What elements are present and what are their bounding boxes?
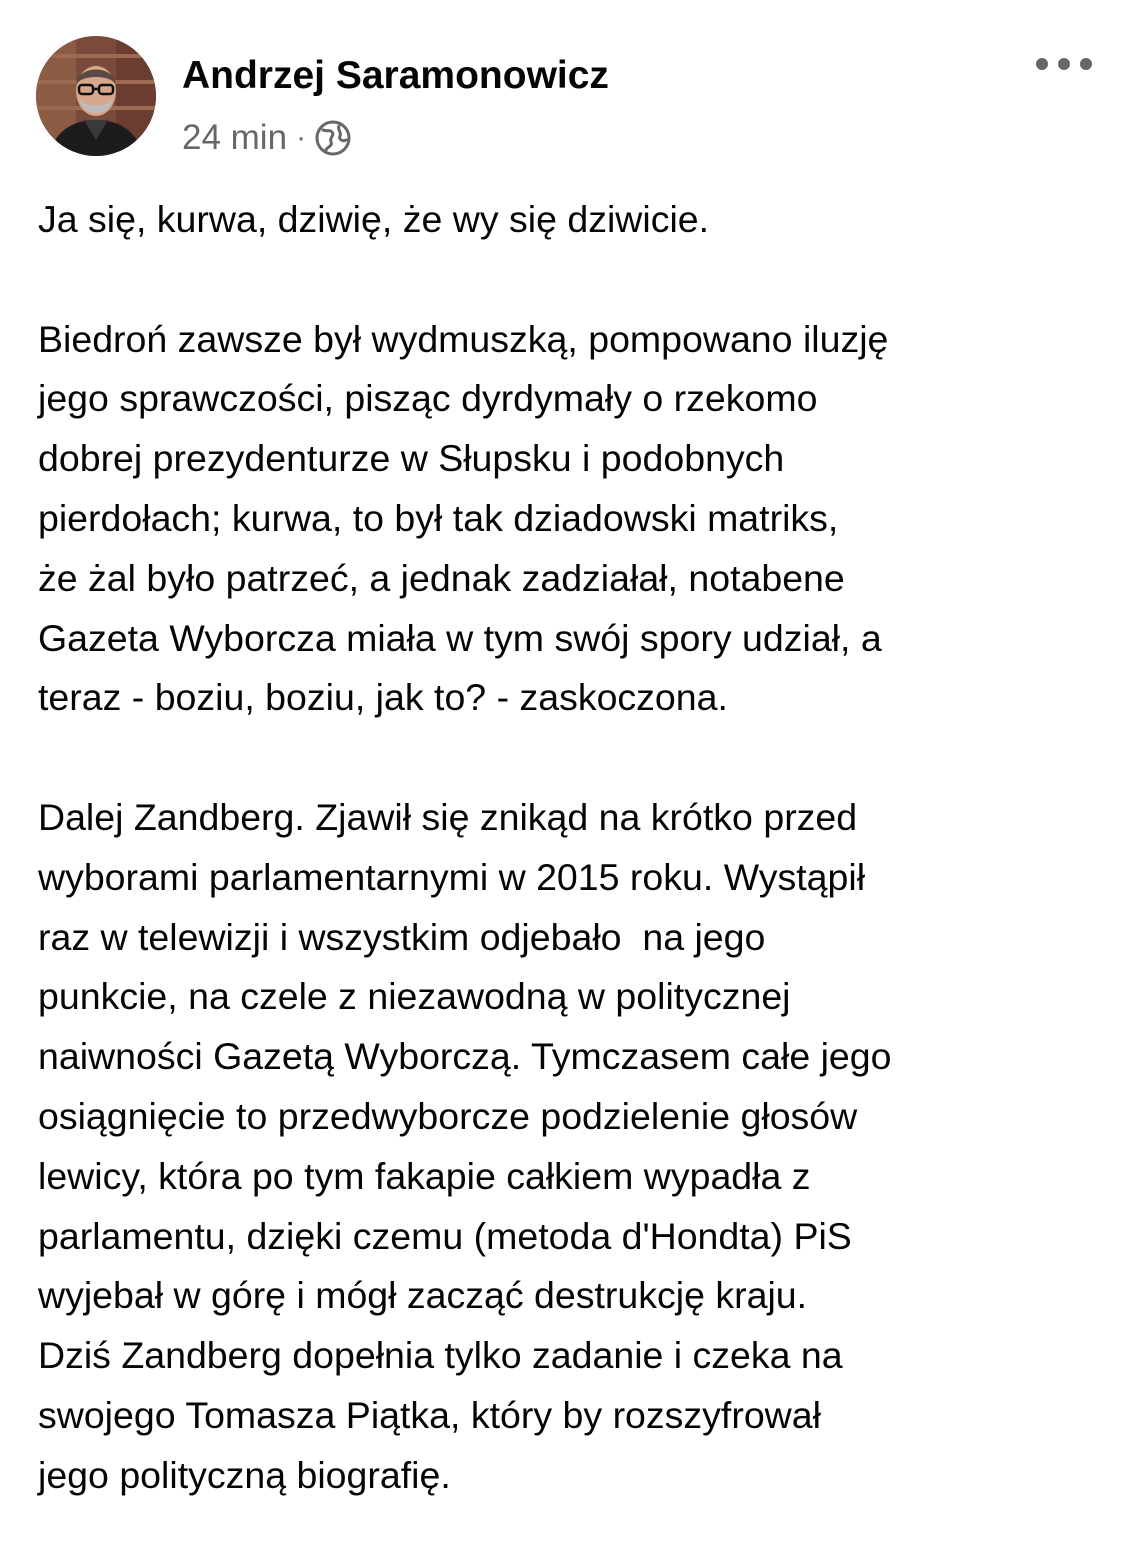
text-line: punkcie, na czele z niezawodną w politycznej — [38, 975, 791, 1018]
globe-icon[interactable] — [315, 120, 351, 156]
text-line: lewicy, która po tym fakapie całkiem wypadła z — [38, 1154, 811, 1197]
text-line: Ja się, kurwa, dziwię, że wy się dziwicie. — [38, 198, 710, 240]
menu-dot — [1058, 58, 1070, 70]
post-body — [38, 190, 1098, 1565]
text-line: raz w telewizji i wszystkim odjebało na jego — [38, 915, 766, 958]
post-paragraph — [38, 190, 1098, 250]
post-timestamp[interactable]: 24 min — [182, 118, 288, 157]
author-name[interactable]: Andrzej Saramonowicz — [182, 54, 609, 97]
text-line: wyjebał w górę i mógł zacząć destrukcję kraju. — [38, 1274, 808, 1317]
more-options-icon[interactable] — [1036, 46, 1092, 82]
text-line: dobrej prezydenturze w Słupsku i podobnych — [38, 437, 785, 480]
text-line: jego sprawczości, pisząc dyrdymały o rzekomo — [38, 377, 818, 420]
text-line: wyborami parlamentarnymi w 2015 roku. Wystąpił — [38, 855, 866, 898]
text-line: teraz - boziu, boziu, jak to? - zaskoczona. — [38, 676, 728, 719]
avatar-photo — [36, 36, 156, 156]
text-line: że żal było patrzeć, a jednak zadziałał, notabene — [38, 556, 845, 599]
text-line: jego polityczną biografię. — [38, 1453, 451, 1496]
text-line: parlamentu, dzięki czemu (metoda d'Hondta) PiS — [38, 1214, 852, 1257]
text-line: Dalej Zandberg. Zjawił się znikąd na krótko przed — [38, 795, 858, 838]
post-paragraph — [38, 310, 1098, 729]
text-line: Gazeta Wyborcza miała w tym swój spory udział, a — [38, 616, 882, 659]
text-line: pierdołach; kurwa, to był tak dziadowski matriks, — [38, 496, 839, 539]
menu-dot — [1036, 58, 1048, 70]
avatar[interactable] — [36, 36, 156, 156]
text-line: Biedroń zawsze był wydmuszką, pompowano iluzję — [38, 317, 889, 360]
text-line: naiwności Gazetą Wyborczą. Tymczasem całe jego — [38, 1035, 892, 1078]
text-line: swojego Tomasza Piątka, który by rozszyfrował — [38, 1393, 821, 1436]
post-meta — [182, 116, 351, 160]
post-paragraph — [38, 788, 1098, 1506]
post-header — [36, 36, 1096, 156]
text-line: osiągnięcie to przedwyborcze podzielenie głosów — [38, 1094, 858, 1137]
meta-separator: · — [296, 121, 307, 154]
menu-dot — [1080, 58, 1092, 70]
text-line: Dziś Zandberg dopełnia tylko zadanie i czeka na — [38, 1334, 843, 1377]
